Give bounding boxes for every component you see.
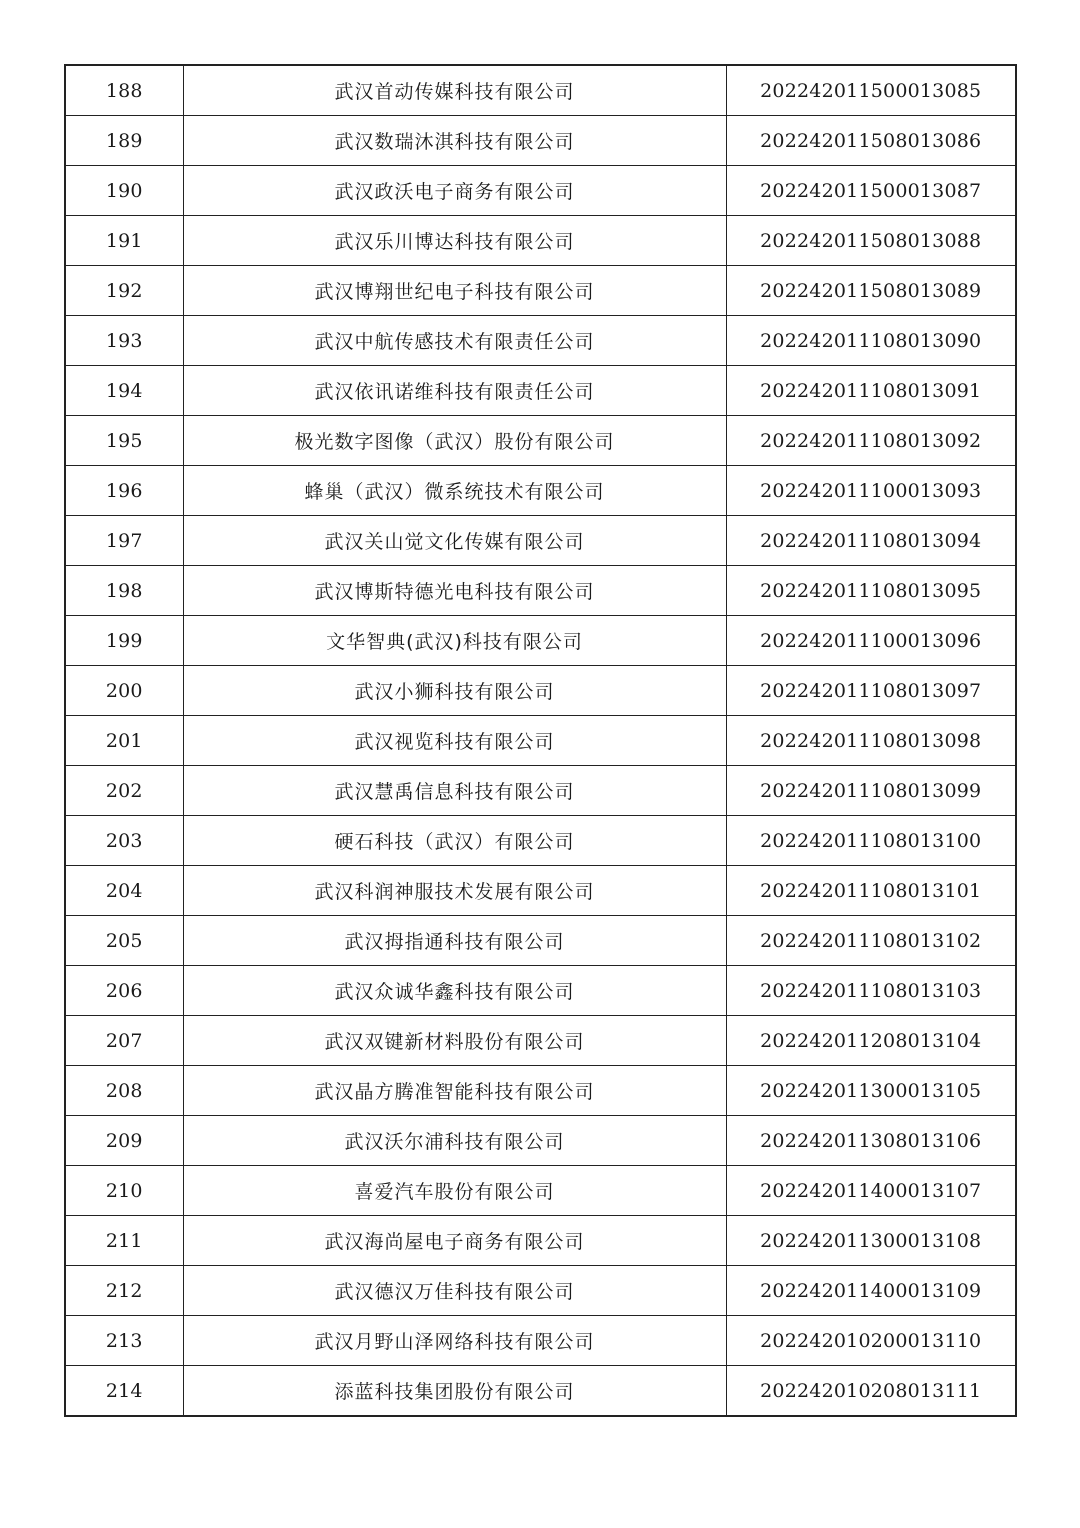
row-number: 214 — [65, 1366, 183, 1417]
registration-code: 202242011308013106 — [726, 1116, 1016, 1166]
company-name: 武汉数瑞沐淇科技有限公司 — [183, 116, 726, 166]
company-name: 武汉慧禹信息科技有限公司 — [183, 766, 726, 816]
registration-code: 202242011108013091 — [726, 366, 1016, 416]
registration-code: 202242011500013087 — [726, 166, 1016, 216]
company-registry-table — [64, 64, 1017, 1417]
table-row — [65, 316, 1016, 366]
table-row — [65, 866, 1016, 916]
row-number: 204 — [65, 866, 183, 916]
registration-code: 202242011108013094 — [726, 516, 1016, 566]
table-row — [65, 616, 1016, 666]
company-name: 武汉首动传媒科技有限公司 — [183, 65, 726, 116]
company-name: 武汉月野山泽网络科技有限公司 — [183, 1316, 726, 1366]
row-number: 208 — [65, 1066, 183, 1116]
table-row — [65, 666, 1016, 716]
table-row — [65, 816, 1016, 866]
table-row — [65, 1066, 1016, 1116]
row-number: 189 — [65, 116, 183, 166]
row-number: 211 — [65, 1216, 183, 1266]
registration-code: 202242010200013110 — [726, 1316, 1016, 1366]
registration-code: 202242011500013085 — [726, 65, 1016, 116]
row-number: 195 — [65, 416, 183, 466]
row-number: 190 — [65, 166, 183, 216]
row-number: 203 — [65, 816, 183, 866]
registration-code: 202242011508013088 — [726, 216, 1016, 266]
registration-code: 202242011108013097 — [726, 666, 1016, 716]
registration-code: 202242011108013100 — [726, 816, 1016, 866]
table-row — [65, 65, 1016, 116]
row-number: 207 — [65, 1016, 183, 1066]
registration-code: 202242011108013101 — [726, 866, 1016, 916]
table-row — [65, 1216, 1016, 1266]
table-row — [65, 266, 1016, 316]
row-number: 213 — [65, 1316, 183, 1366]
row-number: 188 — [65, 65, 183, 116]
company-name: 蜂巢（武汉）微系统技术有限公司 — [183, 466, 726, 516]
row-number: 199 — [65, 616, 183, 666]
table-row — [65, 966, 1016, 1016]
table-row — [65, 1266, 1016, 1316]
company-name: 武汉德汉万佳科技有限公司 — [183, 1266, 726, 1316]
row-number: 201 — [65, 716, 183, 766]
company-name: 武汉双键新材料股份有限公司 — [183, 1016, 726, 1066]
registration-code: 202242011108013095 — [726, 566, 1016, 616]
company-name: 武汉小狮科技有限公司 — [183, 666, 726, 716]
registration-code: 202242011108013099 — [726, 766, 1016, 816]
company-name: 武汉众诚华鑫科技有限公司 — [183, 966, 726, 1016]
registration-code: 202242011300013105 — [726, 1066, 1016, 1116]
row-number: 191 — [65, 216, 183, 266]
table-row — [65, 166, 1016, 216]
row-number: 202 — [65, 766, 183, 816]
table-row — [65, 216, 1016, 266]
table-row — [65, 366, 1016, 416]
company-name: 武汉海尚屋电子商务有限公司 — [183, 1216, 726, 1266]
company-name: 武汉关山觉文化传媒有限公司 — [183, 516, 726, 566]
table-row — [65, 516, 1016, 566]
company-name: 文华智典(武汉)科技有限公司 — [183, 616, 726, 666]
table-row — [65, 1316, 1016, 1366]
registration-code: 202242011108013102 — [726, 916, 1016, 966]
row-number: 205 — [65, 916, 183, 966]
row-number: 193 — [65, 316, 183, 366]
company-name: 武汉拇指通科技有限公司 — [183, 916, 726, 966]
table-body — [65, 65, 1016, 1416]
row-number: 196 — [65, 466, 183, 516]
row-number: 212 — [65, 1266, 183, 1316]
company-name: 硬石科技（武汉）有限公司 — [183, 816, 726, 866]
table-row — [65, 1016, 1016, 1066]
registration-code: 202242011100013093 — [726, 466, 1016, 516]
registration-code: 202242011300013108 — [726, 1216, 1016, 1266]
registration-code: 202242011108013103 — [726, 966, 1016, 1016]
table-row — [65, 416, 1016, 466]
company-name: 武汉博斯特德光电科技有限公司 — [183, 566, 726, 616]
registration-code: 202242011400013107 — [726, 1166, 1016, 1216]
row-number: 197 — [65, 516, 183, 566]
company-name: 武汉政沃电子商务有限公司 — [183, 166, 726, 216]
row-number: 192 — [65, 266, 183, 316]
company-name: 武汉科润神服技术发展有限公司 — [183, 866, 726, 916]
registration-code: 202242011108013092 — [726, 416, 1016, 466]
row-number: 210 — [65, 1166, 183, 1216]
row-number: 206 — [65, 966, 183, 1016]
company-name: 极光数字图像（武汉）股份有限公司 — [183, 416, 726, 466]
table-row — [65, 466, 1016, 516]
row-number: 200 — [65, 666, 183, 716]
registration-code: 202242010208013111 — [726, 1366, 1016, 1417]
registration-code: 202242011100013096 — [726, 616, 1016, 666]
row-number: 194 — [65, 366, 183, 416]
company-name: 武汉晶方腾准智能科技有限公司 — [183, 1066, 726, 1116]
registration-code: 202242011108013090 — [726, 316, 1016, 366]
company-name: 武汉视览科技有限公司 — [183, 716, 726, 766]
registration-code: 202242011508013086 — [726, 116, 1016, 166]
table-row — [65, 566, 1016, 616]
registration-code: 202242011508013089 — [726, 266, 1016, 316]
company-name: 添蓝科技集团股份有限公司 — [183, 1366, 726, 1417]
table-row — [65, 916, 1016, 966]
table-row — [65, 1166, 1016, 1216]
company-name: 喜爱汽车股份有限公司 — [183, 1166, 726, 1216]
table-row — [65, 716, 1016, 766]
registration-code: 202242011400013109 — [726, 1266, 1016, 1316]
registration-code: 202242011208013104 — [726, 1016, 1016, 1066]
company-name: 武汉中航传感技术有限责任公司 — [183, 316, 726, 366]
table-row — [65, 116, 1016, 166]
table-row — [65, 766, 1016, 816]
company-name: 武汉乐川博达科技有限公司 — [183, 216, 726, 266]
registration-code: 202242011108013098 — [726, 716, 1016, 766]
table-row — [65, 1116, 1016, 1166]
row-number: 209 — [65, 1116, 183, 1166]
row-number: 198 — [65, 566, 183, 616]
company-name: 武汉依讯诺维科技有限责任公司 — [183, 366, 726, 416]
company-name: 武汉沃尔浦科技有限公司 — [183, 1116, 726, 1166]
table-row — [65, 1366, 1016, 1417]
company-name: 武汉博翔世纪电子科技有限公司 — [183, 266, 726, 316]
